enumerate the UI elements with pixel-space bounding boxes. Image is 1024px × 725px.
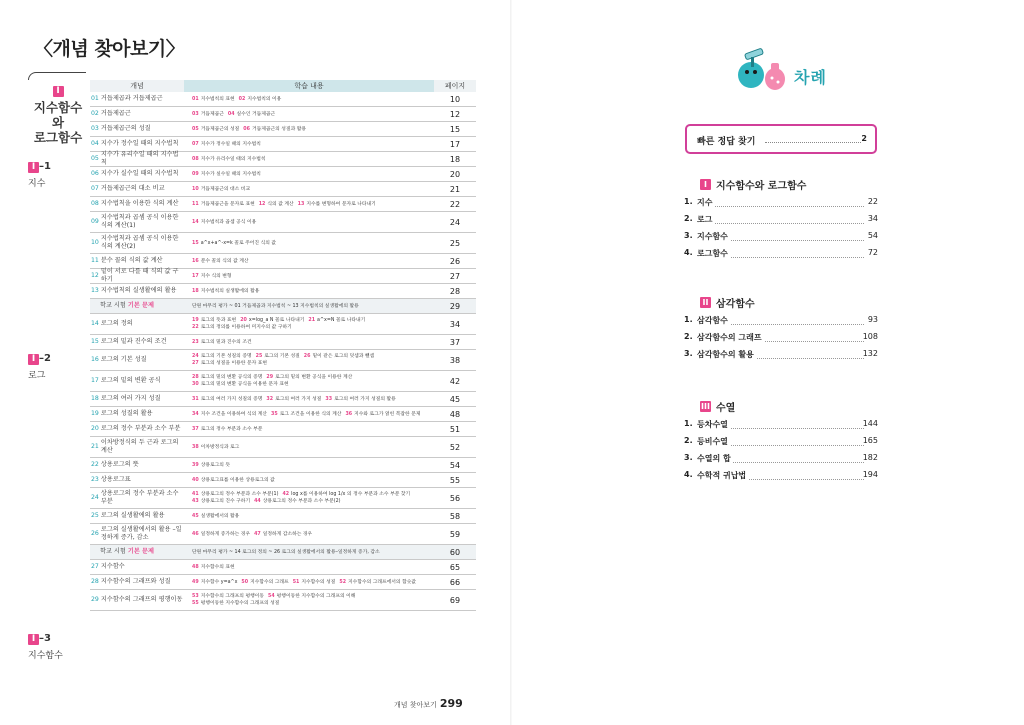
page-cell: 28 [449,286,461,296]
quick-answer-box[interactable] [685,124,877,154]
entry-number: 3. [684,453,693,462]
table-row [90,422,476,437]
concept-cell: 07 거듭제곱근의 대소 비교 [91,185,165,192]
concept-cell: 28 지수함수의 그래프와 성질 [91,578,171,585]
page-number: 299 [439,697,463,710]
concept-cell: 29 지수함수의 그래프의 평행이동 [91,596,183,603]
table-row [90,371,476,392]
page-cell: 69 [449,595,461,605]
page-cell: 26 [449,256,461,266]
table-row [90,335,476,350]
page-cell: 66 [449,577,461,587]
table-row [90,437,476,458]
toc-entry[interactable] [684,245,878,260]
entry-number: 3. [684,349,693,358]
page-cell: 34 [449,319,461,329]
table-row [90,350,476,371]
entry-number: 1. [684,419,693,428]
table-header [90,80,476,92]
toc-entry[interactable] [684,433,878,448]
concept-cell: 11 분수 꼴의 식의 값 계산 [91,257,163,264]
entry-page: 54 [867,231,878,240]
content-cell: 단원 마무리 평가 ~ 01 거듭제곱과 지수법칙 ~ 13 지수법칙의 실생활에의 활용 [192,303,359,309]
header-page: 페이지 [434,80,476,92]
entry-page: 22 [867,197,878,206]
table-body [90,92,476,611]
concept-cell: 23 상용로그표 [91,476,131,483]
page-cell: 18 [449,154,461,164]
content-cell: 23 로그의 밑과 진수의 조건 [192,339,252,345]
table-row [90,122,476,137]
toc-entry[interactable] [684,211,878,226]
chapter-badge: I [53,86,64,97]
concept-cell: 18 로그의 여러 가지 성질 [91,395,161,402]
quick-answer-page: 2 [861,134,867,143]
entry-page: 72 [867,248,878,257]
entry-page: 165 [862,436,878,445]
content-cell: 단원 마무리 평가 ~ 14 로그의 정의 ~ 26 로그의 실생활에서의 활용–일정하게 증가, 감소 [192,549,380,555]
table-row [90,575,476,590]
page-footer [394,697,463,710]
toc-entry[interactable] [684,467,878,482]
content-cell: 49 지수함수 y=a^x 50 지수함수의 그래프 51 지수함수의 성질 52 지수함수의 그래프에서의 함숫값 [192,579,416,585]
page-cell: 48 [449,409,461,419]
toc-title: 차례 [794,68,827,87]
page-cell: 52 [449,442,461,452]
concept-cell: 10 지수법칙과 곱셈 공식 이용한 식의 계산(2) [91,235,179,250]
page-cell: 59 [449,529,461,539]
page-cell: 45 [449,394,461,404]
section-3 [684,398,878,482]
page-cell: 51 [449,424,461,434]
header-concept: 개념 [90,80,184,92]
section-title: 지수함수와 로그함수 [716,180,807,192]
toc-entry[interactable] [684,346,878,361]
content-cell: 38 이차방정식과 로그 [192,444,240,450]
content-cell: 07 지수가 정수일 때의 지수법칙 [192,141,261,147]
content-cell: 16 분수 꼴의 식의 값 계산 [192,258,249,264]
section-badge: I [700,179,711,190]
concept-cell: 26 로그의 실생활에서의 활용 –일정하게 증가, 감소 [91,526,182,541]
concept-cell: 04 지수가 정수일 때의 지수법칙 [91,140,179,147]
concept-cell: 21 이차방정식의 두 근과 로그의 계산 [91,439,179,454]
toc-entry[interactable] [684,329,878,344]
table-row [90,167,476,182]
table-row [90,233,476,254]
concept-cell: 09 지수법칙과 곱셈 공식 이용한 식의 계산(1) [91,214,179,229]
entry-title: 수학적 귀납법 [697,471,747,480]
table-row [90,392,476,407]
content-cell: 18 지수법칙의 실생활에의 활용 [192,288,260,294]
entry-page: 182 [862,453,878,462]
entry-title: 삼각함수의 활용 [697,350,754,359]
content-cell: 34 지수 조건을 이용하여 식의 계산 35 로그 조건을 이용한 식의 계산 36 지수와 로그가 얽힌 복잡한 문제 [192,411,421,417]
toc-entry[interactable] [684,312,878,327]
header-content: 학습 내용 [184,80,434,92]
concept-cell: 06 지수가 실수일 때의 지수법칙 [91,170,179,177]
page-cell: 15 [449,124,461,134]
content-cell: 15 a^x+a^-x=k 꼴로 주어진 식의 값 [192,240,277,246]
table-row [90,254,476,269]
concept-cell: 03 거듭제곱근의 성질 [91,125,151,132]
content-cell: 01 지수법칙의 표현 02 지수법칙의 이용 [192,96,282,102]
table-row [90,92,476,107]
concept-cell: 13 지수법칙의 실생활에의 활용 [91,287,177,294]
concept-cell: 19 로그의 성질의 활용 [91,410,153,417]
toc-entry[interactable] [684,416,878,431]
entry-title: 삼각함수 [697,316,728,325]
review-row [90,545,476,560]
chapter-1 [28,78,88,145]
content-cell: 19 로그의 뜻과 표현 20 x=log_a N 꼴로 나타내기 21 a^x=N 꼴로 나타내기 22 로그의 정의를 이용하여 미지수의 값 구하기 [192,318,366,330]
content-cell: 53 지수함수의 그래프의 평행이동 54 평행이동한 지수함수의 그래프의 이해 55 평행이동한 지수함수의 그래프의 성질 [192,594,356,606]
entry-title: 등비수열 [697,437,728,446]
table-row [90,560,476,575]
entry-number: 1. [684,197,693,206]
entry-number: 3. [684,231,693,240]
content-cell: 10 거듭제곱근의 대소 비교 [192,186,251,192]
mascot-character-icon [735,45,789,93]
entry-number: 2. [684,214,693,223]
table-row [90,488,476,509]
concept-cell: 24 상용로그의 정수 부분과 소수 부분 [91,490,179,505]
concept-cell: 27 지수함수 [91,563,125,570]
page-cell: 58 [449,511,461,521]
concept-cell: 15 로그의 밑과 진수의 조건 [91,338,167,345]
content-cell: 28 로그의 밑의 변환 공식의 증명 29 로그의 밑의 변환 공식을 이용한 계산 30 로그의 밑의 변환 공식을 이용한 문자 표현 [192,375,353,387]
concept-cell: 02 거듭제곱근 [91,110,131,117]
entry-number: 4. [684,248,693,257]
content-cell: 31 로그의 여러 가지 성질의 증명 32 로그의 여러 가지 성질 33 로그의 여러 가지 성질의 활용 [192,396,396,402]
entry-title: 수열의 합 [697,454,731,463]
content-cell: 45 실생활에서의 활용 [192,513,240,519]
concept-cell: 08 지수법칙을 이용한 식의 계산 [91,200,179,207]
entry-title: 로그함수 [697,249,728,258]
section-badge: III [701,401,710,411]
page-cell: 29 [449,301,461,311]
section-header [700,176,878,192]
page-cell: 17 [449,139,461,149]
concept-table [90,80,476,611]
entry-number: 1. [684,315,693,324]
entry-title: 지수 [697,198,713,207]
review-label: 학교 시험 기본 문제 [100,302,154,309]
entry-title: 삼각함수의 그래프 [697,333,762,342]
quick-answer-label: 빠른 정답 찾기 [697,137,756,147]
content-cell: 46 일정하게 증가하는 경우 47 일정하게 감소하는 경우 [192,531,313,537]
page-cell: 65 [449,562,461,572]
entry-title: 지수함수 [697,232,728,241]
content-cell: 41 상용로그의 정수 부분과 소수 부분(1) 42 log x를 이용하여 log 1/x 의 정수 부분과 소수 부분 찾기 43 상용로그의 진수 구하기 44 상용로그의 정수 부분과 소수 부분(2) [192,492,411,504]
table-row [90,269,476,284]
entry-number: 2. [684,332,693,341]
content-cell: 37 로그의 정수 부분과 소수 부분 [192,426,263,432]
section-title: 삼각함수 [716,298,755,310]
content-cell: 09 지수가 실수일 때의 지수법칙 [192,171,261,177]
dot-leader [697,223,864,224]
page-cell: 21 [449,184,461,194]
table-row [90,197,476,212]
content-cell: 08 지수가 유리수일 때의 지수법칙 [192,156,266,162]
dot-leader [697,206,864,207]
review-row [90,299,476,314]
concept-cell: 12 밑이 서로 다를 때 식의 값 구하기 [91,268,179,283]
concept-cell: 14 로그의 정의 [91,320,133,327]
page-cell: 38 [449,355,461,365]
entry-page: 108 [862,332,878,341]
section-1 [684,176,878,260]
page-cell: 60 [449,547,461,557]
table-row [90,314,476,335]
content-cell: 03 거듭제곱근 04 실수인 거듭제곱근 [192,111,276,117]
page-cell: 24 [449,217,461,227]
content-cell: 48 지수함수의 표현 [192,564,235,570]
table-row [90,509,476,524]
entry-page: 194 [862,470,878,479]
table-row [90,590,476,611]
footer-label: 개념 찾아보기 [394,701,437,709]
page-cell: 25 [449,238,461,248]
page-cell: 27 [449,271,461,281]
entry-page: 144 [862,419,878,428]
content-cell: 24 로그의 기본 성질의 증명 25 로그의 기본 성질 26 밑이 같은 로그의 덧셈과 뺄셈 27 로그의 성질을 이용한 문자 표현 [192,354,375,366]
table-row [90,407,476,422]
concept-cell: 22 상용로그의 뜻 [91,461,139,468]
page-cell: 56 [449,493,461,503]
entry-page: 132 [862,349,878,358]
table-row [90,107,476,122]
concept-cell: 25 로그의 실생활에의 활용 [91,512,165,519]
chapter-1-2: I –2 로그 [28,353,51,381]
toc-entry[interactable] [684,450,878,465]
page-cell: 37 [449,337,461,347]
table-row [90,212,476,233]
chapter-bracket [28,72,86,80]
section-header [700,294,878,310]
table-row [90,182,476,197]
concept-cell: 05 지수가 유리수일 때의 지수법칙 [91,151,179,166]
toc-entry[interactable] [684,194,878,209]
chapter-1-1: I –1 지수 [28,161,51,189]
concept-cell: 17 로그의 밑의 변환 공식 [91,377,161,384]
table-row [90,524,476,545]
page-cell: 55 [449,475,461,485]
content-cell: 05 거듭제곱근의 성질 06 거듭제곱근의 성질과 활용 [192,126,307,132]
table-row [90,137,476,152]
right-page [512,0,1024,725]
table-row [90,284,476,299]
entry-number: 4. [684,470,693,479]
entry-page: 34 [867,214,878,223]
review-label: 학교 시험 기본 문제 [100,548,154,555]
entry-title: 등차수열 [697,420,728,429]
entry-page: 93 [867,315,878,324]
section-badge: II [700,297,711,308]
page-cell: 22 [449,199,461,209]
dot-leader [765,142,861,143]
content-cell: 39 상용로그의 뜻 [192,462,231,468]
concept-cell: 20 로그의 정수 부분과 소수 부분 [91,425,181,432]
section-2 [684,294,878,361]
entry-title: 로그 [697,215,713,224]
content-cell: 11 거듭제곱근을 문자로 표현 12 식의 값 계산 13 지수를 변형하여 문자로 나타내기 [192,201,376,207]
section-title: 수열 [716,402,736,414]
page-title: 〈개념 찾아보기〉 [34,38,185,60]
concept-cell: 01 거듭제곱과 거듭제곱근 [91,95,163,102]
toc-entry[interactable] [684,228,878,243]
page-cell: 42 [449,376,461,386]
concept-cell: 16 로그의 기본 성질 [91,356,147,363]
entry-number: 2. [684,436,693,445]
chapter-title: 지수함수 와 로그함수 [33,100,83,145]
table-row [90,473,476,488]
table-row [90,152,476,167]
page-cell: 12 [449,109,461,119]
page-cell: 54 [449,460,461,470]
content-cell: 14 지수법칙과 곱셈 공식 이용 [192,219,257,225]
chapter-1-3: I –3 지수함수 [28,633,63,661]
page-cell: 20 [449,169,461,179]
table-row [90,458,476,473]
content-cell: 17 지수 식의 변형 [192,273,232,279]
section-header [700,398,878,414]
page-cell: 10 [449,94,461,104]
content-cell: 40 상용로그표를 이용한 상용로그의 값 [192,477,275,483]
